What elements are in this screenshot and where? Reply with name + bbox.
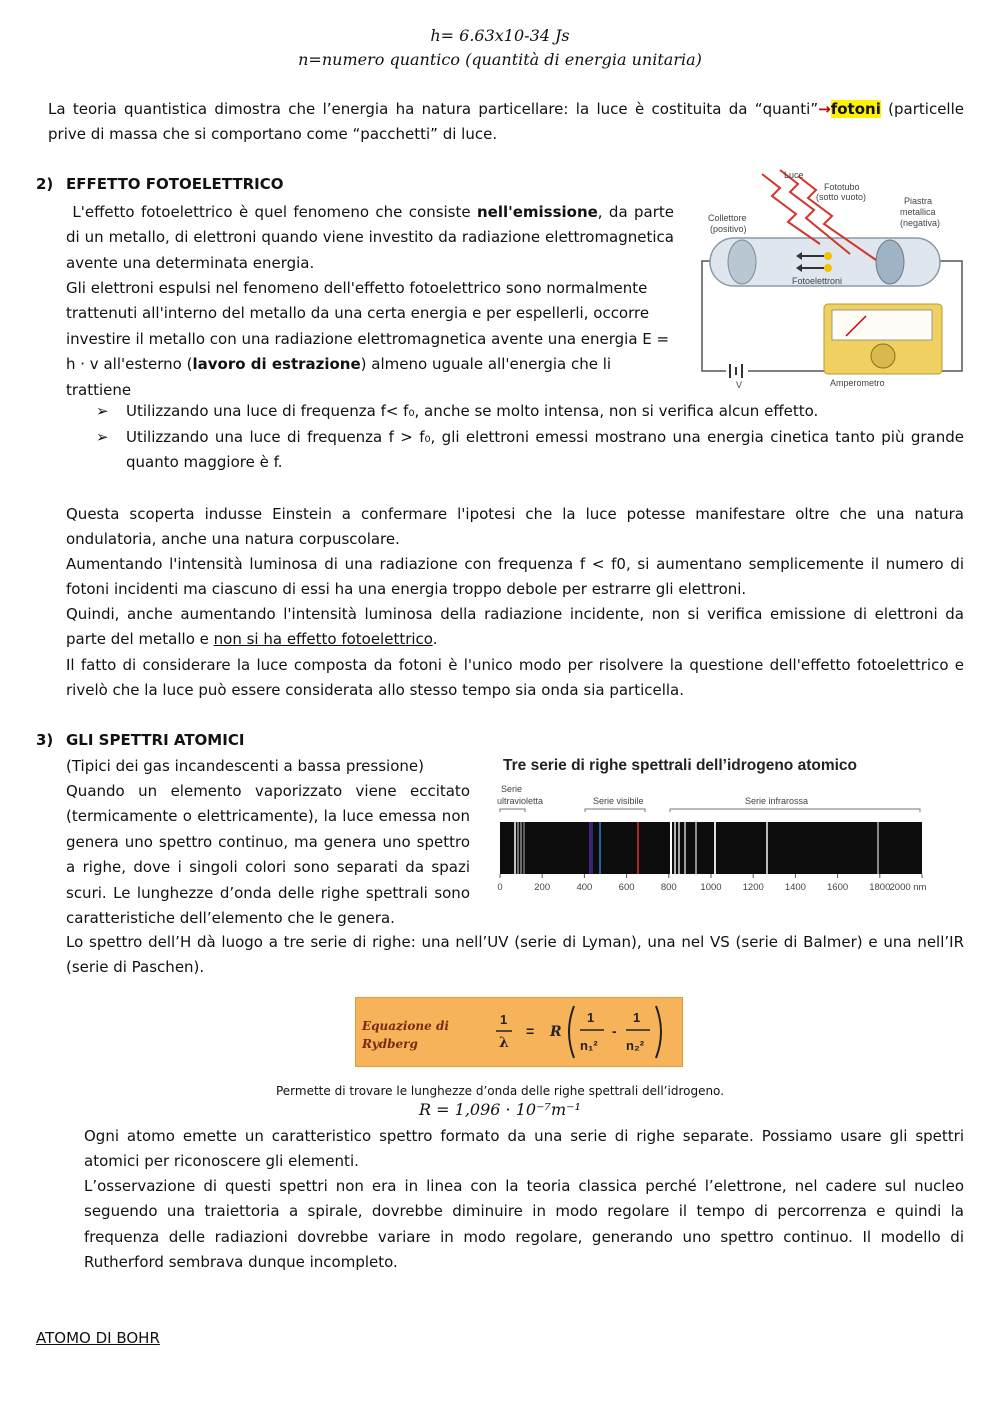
rydberg-minus: - <box>612 1023 617 1039</box>
rydberg-equals: = <box>526 1023 535 1039</box>
label-serie-infrarossa: Serie infrarossa <box>745 796 809 806</box>
rydberg-one-b: 1 <box>633 1010 641 1025</box>
rydberg-one-a: 1 <box>587 1010 595 1025</box>
intro-paragraph <box>48 97 964 148</box>
bracket-uv <box>500 809 525 812</box>
axis-tick-label: 400 <box>576 882 593 893</box>
quantum-number-line: n=numero quantico (quantità di energia unitaria) <box>298 50 702 69</box>
axis-tick-label: 600 <box>618 882 635 893</box>
rydberg-lambda: λ <box>499 1035 509 1051</box>
atomic-spectra-paragraph: Ogni atomo emette un caratteristico spettro formato da una serie di righe separate. Possiamo usare gli spettri atomici per riconoscere gli elementi. <box>84 1127 964 1171</box>
p2-bold: lavoro di estrazione <box>192 355 361 374</box>
no-emission-paragraph <box>66 602 964 653</box>
section-2-title: EFFETTO FOTOELETTRICO <box>66 175 284 193</box>
bullet-item <box>96 425 964 476</box>
electron <box>824 264 832 272</box>
metal-plate <box>876 240 904 284</box>
hydrogen-series-paragraph: Lo spettro dell’H dà luogo a tre serie di righe: una nell’UV (serie di Lyman), una nel VS (serie di Balmer) e una nell’IR (serie di Paschen). <box>66 933 964 977</box>
axis-tick-label: 1400 <box>784 882 806 893</box>
label-collettore: Collettore <box>708 213 747 223</box>
label-amperometro: Amperometro <box>830 378 885 388</box>
bohr-heading <box>36 1326 160 1351</box>
rydberg-R: R <box>550 1024 562 1040</box>
axis-tick-label: 200 <box>534 882 551 893</box>
conclusion-paragraph: Il fatto di considerare la luce composta da fotoni è l'unico modo per risolvere la questione dell'effetto fotoelettrico e rivelò che la luce può essere considerata allo stesso tempo sia onda sia particella. <box>66 656 964 700</box>
section-3-paragraph-1: Quando un elemento vaporizzato viene eccitato (termicamente o elettricamente), la luce emessa non genera uno spettro continuo, ma genera uno spettro a righe, dove i singoli colori sono separati da spazi scuri. Le lunghezze d’onda delle righe spettrali sono caratteristiche dell’elemento che le genera. <box>66 782 470 928</box>
axis-tick-label: 1800 <box>869 882 891 893</box>
section-2-paragraph-2 <box>66 276 674 403</box>
spectrum-band <box>500 822 922 874</box>
rydberg-caption: Permette di trovare le lunghezze d’onda delle righe spettrali dell’idrogeno. <box>275 1084 725 1098</box>
p5-underline: non si ha effetto fotoelettrico <box>213 630 433 649</box>
spectrum-title: Tre serie di righe spettrali dell’idrogeno atomico <box>503 757 858 774</box>
section-3-number: 3) <box>36 731 54 749</box>
label-negativa: (negativa) <box>900 218 941 228</box>
rydberg-equation-box <box>355 997 683 1067</box>
planck-constant-line: h= 6.63x10-34 Js <box>430 26 570 45</box>
arrow-icon: → <box>818 100 831 118</box>
axis-tick-label: 800 <box>660 882 677 893</box>
bullet-arrow-icon: ➢ <box>96 428 109 446</box>
label-piastra: Piastra <box>904 196 933 206</box>
bracket-infrared <box>670 809 920 812</box>
ammeter-knob <box>871 344 895 368</box>
axis-tick-label: 1600 <box>827 882 849 893</box>
bohr-heading-text: ATOMO DI BOHR <box>36 1329 160 1347</box>
bullet-arrow-icon: ➢ <box>96 402 109 420</box>
label-sotto-vuoto: (sotto vuoto) <box>816 192 867 202</box>
section-3-title: GLI SPETTRI ATOMICI <box>66 731 245 749</box>
p2-text-a: Gli elettroni espulsi nel fenomeno dell'effetto fotoelettrico sono normalmente trattenuti all'interno del metallo da una certa energia e per espellerli, occorre investire il metallo con una radiazione elettromagnetica avente una energia E = h · v all'esterno ( <box>66 279 670 374</box>
axis-tick-label: 1200 <box>742 882 764 893</box>
axis-tick-label: 0 <box>497 882 503 893</box>
rydberg-equation <box>356 998 682 1066</box>
label-serie-uv-1: Serie <box>501 784 523 794</box>
section-2-number: 2) <box>36 175 54 193</box>
p1-bold: nell'emissione <box>476 203 598 221</box>
label-serie-visibile: Serie visibile <box>593 796 644 806</box>
spectrum-axis <box>497 874 926 893</box>
photoelectric-diagram <box>700 166 972 390</box>
rydberg-label-1: Equazione di <box>362 1019 449 1033</box>
p5-text-b: . <box>432 630 438 649</box>
hydrogen-spectrum-figure <box>495 750 955 895</box>
rydberg-constant: R = 1,096 · 10⁻⁷m⁻¹ <box>419 1100 581 1119</box>
right-paren <box>656 1006 661 1058</box>
label-positivo: (positivo) <box>710 224 747 234</box>
rydberg-one: 1 <box>500 1012 508 1027</box>
bullet-text: Utilizzando una luce di frequenza f > f₀, gli elettroni emessi mostrano una energia cinetica tanto più grande quanto maggiore è f. <box>126 428 964 472</box>
label-luce: Luce <box>784 170 804 180</box>
section-3-subtitle: (Tipici dei gas incandescenti a bassa pressione) <box>66 757 424 775</box>
label-fotoelettroni: Fotoelettroni <box>792 276 843 286</box>
einstein-paragraph: Questa scoperta indusse Einstein a confermare l'ipotesi che la luce potesse manifestare oltre che una natura ondulatoria, anche una natura corpuscolare. <box>66 505 964 549</box>
rydberg-n2: n₂² <box>626 1038 645 1053</box>
rydberg-n1: n₁² <box>580 1038 598 1053</box>
label-v: V <box>736 380 743 390</box>
intensity-paragraph: Aumentando l'intensità luminosa di una radiazione con frequenza f < f0, si aumentano semplicemente il numero di fotoni incidenti ma ciascuno di essi ha una energia troppo debole per estrarre gli elettroni. <box>66 555 964 599</box>
section-2-paragraph-1 <box>66 200 674 276</box>
label-metallica: metallica <box>900 207 936 217</box>
p1-text-b: , da parte di un metallo, di elettroni quando viene investito da radiazione elettromagnetica avente una determinata energia. <box>66 203 674 272</box>
axis-tick-label: 1000 <box>700 882 722 893</box>
p1-text-a: L'effetto fotoelettrico è quel fenomeno che consiste <box>72 203 477 221</box>
label-serie-uv-2: ultravioletta <box>497 796 544 806</box>
rutherford-paragraph: L’osservazione di questi spettri non era in linea con la teoria classica perché l’elettrone, nel cadere sul nucleo seguendo una traiettoria a spirale, dovrebbe diminuire in modo regolare il tempo di percorrenza e quindi la frequenza delle radiazioni dovrebbe variare in modo regolare, generando uno spettro continuo. Il modello di Rutherford sembrava dunque incompleto. <box>84 1177 964 1272</box>
axis-tick-label: 2000 nm <box>889 882 927 893</box>
rydberg-label-2: Rydberg <box>362 1037 418 1051</box>
bullet-text: Utilizzando una luce di frequenza f< f₀, anche se molto intensa, non si verifica alcun effetto. <box>126 402 819 420</box>
highlighted-term: fotoni <box>830 100 881 118</box>
intro-text-1: La teoria quantistica dimostra che l’energia ha natura particellare: la luce è costituita da “quanti” <box>48 100 819 118</box>
collector-electrode <box>728 240 756 284</box>
left-paren <box>569 1006 574 1058</box>
intro-text-2: (particelle prive di massa che si comportano come “pacchetti” di luce. <box>48 100 964 144</box>
label-fototubo: Fototubo <box>824 182 860 192</box>
bracket-visible <box>585 809 645 812</box>
p5-text-a: Quindi, anche aumentando l'intensità luminosa della radiazione incidente, non si verifica emissione di elettroni da parte del metallo e <box>66 605 964 649</box>
p2-text-b: ) almeno uguale all'energia che li trattiene <box>66 355 612 399</box>
electron <box>824 252 832 260</box>
bullet-item <box>96 399 964 424</box>
